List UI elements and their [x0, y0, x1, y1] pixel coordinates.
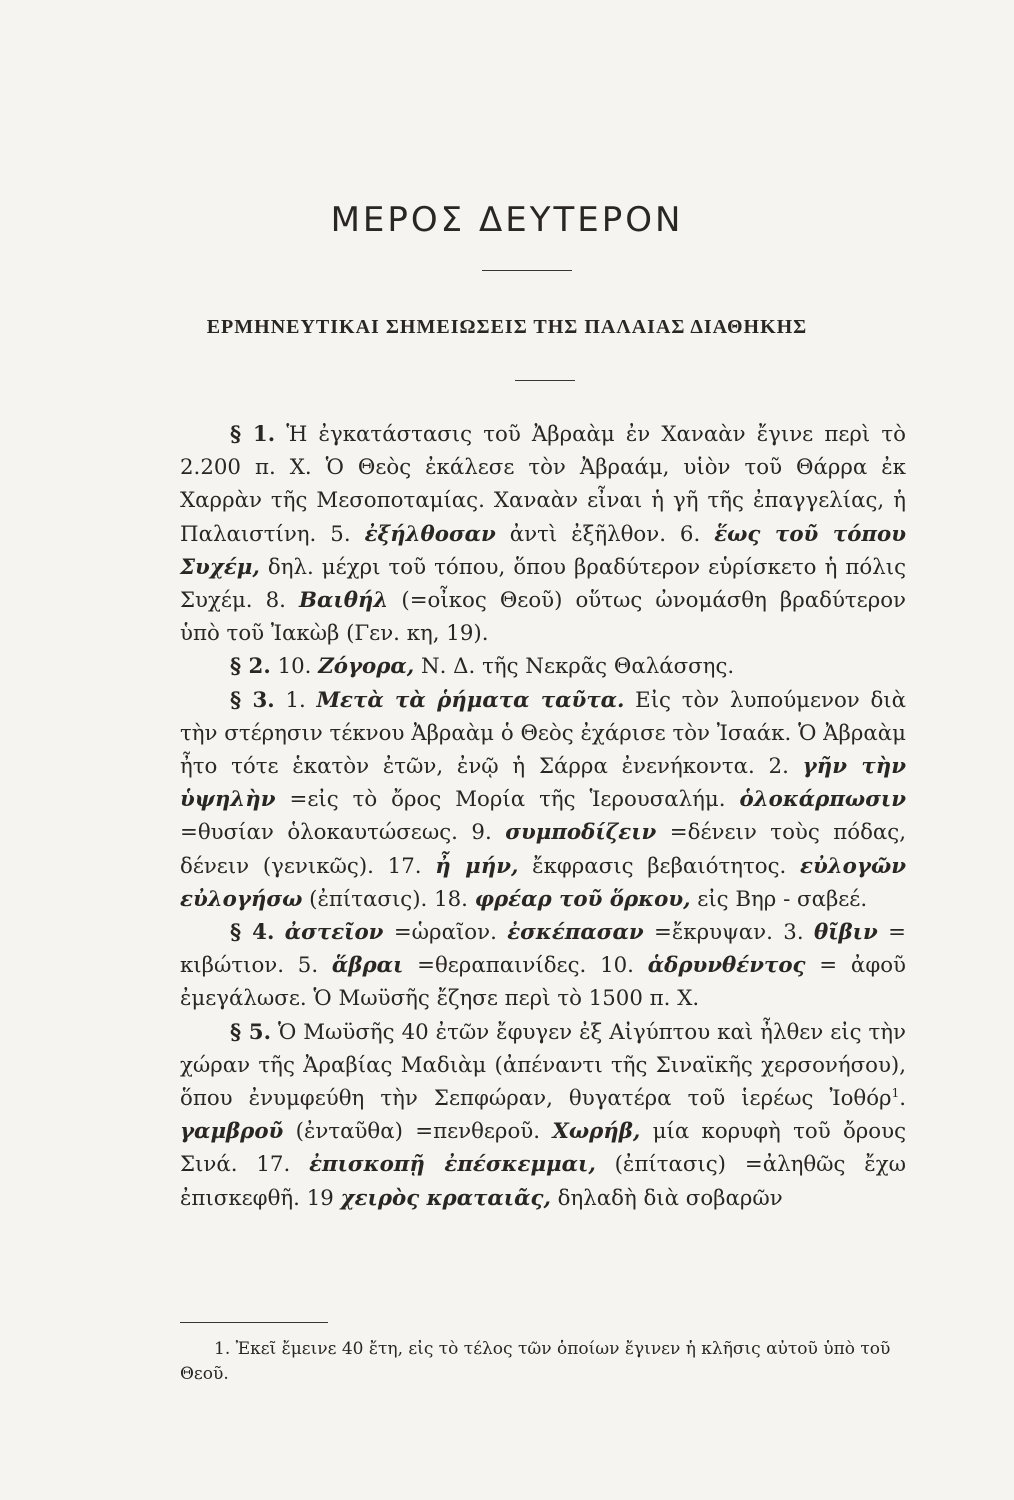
commentary-text: ἔκφρασις βεβαιότητος. [518, 853, 801, 879]
commentary-text: δηλαδὴ διὰ σοβαρῶν [550, 1185, 783, 1211]
glossed-term: Χωρήβ, [552, 1119, 641, 1145]
section-number: § 4. [230, 920, 275, 946]
commentary-text: Ὁ Μωϋσῆς 40 ἐτῶν ἔφυγεν ἐξ Αἰγύπτου καὶ ἦλθεν εἰς τὴν χώραν τῆς Ἀραβίας Μαδιὰμ (ἀπέναντι τῆς Σιναϊκῆς χερσονήσου), ὅπου ἐνυμφεύθη τὴν Σεπφώραν, θυγατέρα τοῦ ἱερέως Ἰοθόρ [180, 1019, 906, 1112]
commentary-text: =ὡραῖον. [383, 920, 508, 946]
glossed-term: ἀστεῖον [284, 920, 384, 946]
commentary-text [274, 920, 284, 945]
commentary-text: μία κορυφὴ τοῦ ὄρους Σινά. 17. [180, 1119, 906, 1178]
glossed-term: θῖβιν [813, 920, 878, 946]
glossed-term: ἦ μήν, [435, 853, 519, 879]
commentary-text: δηλ. μέχρι τοῦ τόπου, ὅπου βραδύτερον εὑρίσκετο ἡ πόλις Συχέμ. 8. [180, 554, 906, 614]
commentary-text: ἀντὶ ἐξῆλθον. 6. [495, 521, 715, 547]
glossed-term: φρέαρ τοῦ ὅρκου, [474, 886, 691, 912]
glossed-term: Βαιθήλ [299, 588, 389, 614]
section-paragraph [180, 1016, 906, 1215]
commentary-text: (ἐπίτασις). 18. [302, 886, 475, 912]
part-title: ΜΕΡΟΣ ΔΕΥΤΕΡΟΝ [330, 200, 684, 240]
commentary-body [180, 418, 906, 1215]
glossed-term: ἐξήλθοσαν [364, 521, 496, 547]
commentary-text: εἰς Βηρ - σαβεέ. [690, 886, 868, 912]
glossed-term: ἐσκέπασαν [507, 920, 644, 946]
section-paragraph [180, 418, 906, 650]
glossed-term: γῆν τὴν ὑψηλὴν [180, 754, 906, 813]
commentary-text: 1. [274, 687, 317, 713]
commentary-text: (=οἶκος Θεοῦ) οὕτως ὠνομάσθη βραδύτερον ὑπὸ τοῦ Ἰακὼβ (Γεν. κη, 19). [180, 588, 906, 647]
glossed-term: συμποδίζειν [505, 820, 657, 846]
footnote-rule [180, 1322, 328, 1323]
commentary-text: . [899, 1086, 906, 1112]
glossed-term: εὐλογῶν εὐλογήσω [180, 853, 907, 912]
commentary-text: Ν. Δ. τῆς Νεκρᾶς Θαλάσσης. [414, 654, 735, 680]
section-paragraph [180, 650, 906, 683]
glossed-term: Μετὰ τὰ ῥήματα ταῦτα. [316, 687, 625, 713]
subtitle-rule [515, 380, 575, 381]
glossed-term: ὁλοκάρπωσιν [739, 787, 906, 813]
glossed-term: χειρὸς κραταιᾶς, [340, 1185, 551, 1211]
commentary-text: Εἰς τὸν λυπούμενον διὰ τὴν στέρησιν τέκνου Ἀβραὰμ ὁ Θεὸς ἐχάρισε τὸν Ἰσαάκ. Ὁ Ἀβραὰμ ἦτο τότε ἑκατὸν ἐτῶν, ἐνῷ ἡ Σάρρα ἐνενήκοντα. 2. [180, 687, 907, 780]
glossed-term: ἕως τοῦ τόπου Συχέμ, [180, 521, 907, 580]
footnote: 1. Ἐκεῖ ἔμεινε 40 ἔτη, εἰς τὸ τέλος τῶν ὁποίων ἔγινεν ἡ κλῆσις αὐτοῦ ὑπὸ τοῦ Θεοῦ. [180, 1339, 891, 1384]
commentary-text: (ἐνταῦθα) =πενθεροῦ. [283, 1119, 553, 1145]
glossed-term: γαμβροῦ [180, 1119, 284, 1145]
commentary-text: (ἐπίτασις) =ἀληθῶς ἔχω ἐπισκεφθῆ. 19 [180, 1152, 907, 1211]
section-paragraph [180, 684, 906, 916]
title-rule [482, 270, 572, 271]
commentary-text: =θεραπαινίδες. 10. [403, 953, 648, 979]
section-paragraph [180, 916, 906, 1016]
glossed-term: ἁδρυνθέντος [647, 953, 806, 979]
commentary-text: =ἔκρυψαν. 3. [643, 920, 814, 946]
section-number: § 1. [230, 422, 276, 447]
footnote-marker: 1 [891, 1085, 900, 1100]
section-subtitle: ΕΡΜΗΝΕΥΤΙΚΑΙ ΣΗΜΕΙΩΣΕΙΣ ΤΗΣ ΠΑΛΑΙΑΣ ΔΙΑΘΗΚΗΣ [206, 316, 808, 338]
glossed-term: Ζόγορα, [318, 654, 415, 680]
section-number: § 5. [230, 1019, 271, 1045]
glossed-term: ἐπισκοπῇ ἐπέσκεμμαι, [309, 1152, 596, 1178]
commentary-text: = κιβώτιον. 5. [180, 920, 906, 979]
glossed-term: ἅβραι [331, 953, 404, 979]
commentary-text: Ἡ ἐγκατάστασις τοῦ Ἀβραὰμ ἐν Χαναὰν ἔγινε περὶ τὸ 2.200 π. Χ. Ὁ Θεὸς ἐκάλεσε τὸν Ἀβραάμ, υἱὸν τοῦ Θάρρα ἐκ Χαρρὰν τῆς Μεσοποταμίας. Χαναὰν εἶναι ἡ γῆ τῆς ἐπαγγελίας, ἡ Παλαιστίνη. 5. [180, 422, 906, 547]
commentary-text: =εἰς τὸ ὄρος Μορία τῆς Ἱερουσαλήμ. [275, 787, 740, 813]
commentary-text: 10. [270, 654, 319, 680]
commentary-text: =θυσίαν ὁλοκαυτώσεως. 9. [180, 820, 506, 846]
commentary-text: =δένειν τοὺς πόδας, δένειν (γενικῶς). 17. [180, 820, 906, 879]
section-number: § 2. [230, 654, 271, 680]
commentary-text: = ἀφοῦ ἐμεγάλωσε. Ὁ Μωϋσῆς ἔζησε περὶ τὸ 1500 π. Χ. [180, 953, 906, 1012]
section-number: § 3. [230, 687, 275, 713]
